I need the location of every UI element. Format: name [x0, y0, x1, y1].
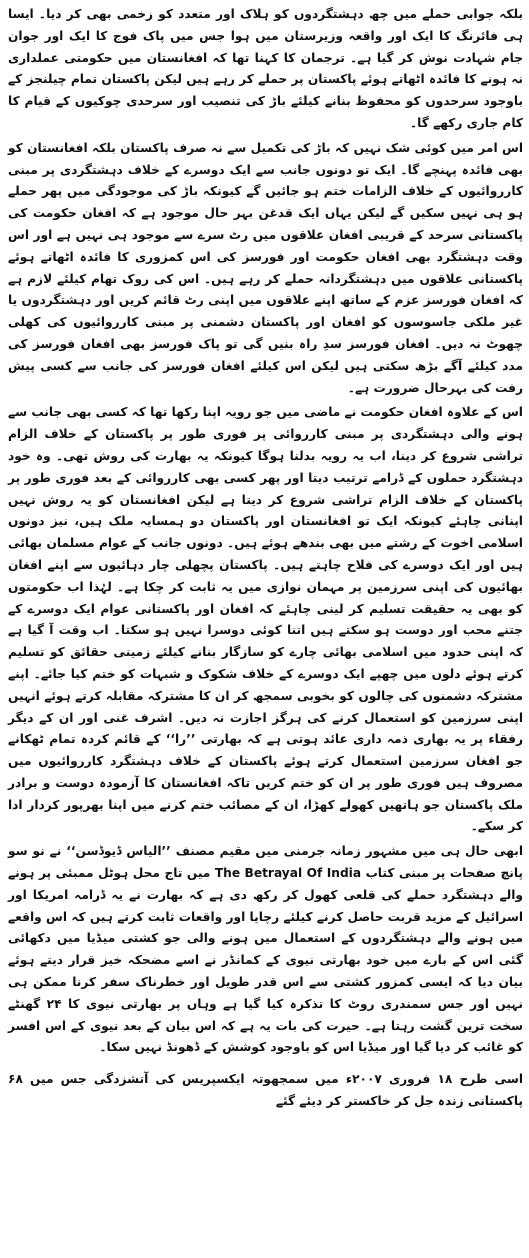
article-paragraph-1: بلکہ جوابی حملے میں چھ دہشتگردوں کو ہلاک اور متعدد کو زخمی بھی کر دیا۔ ایسا ہی فائرنگ کا ایک اور واقعہ وزیرستان میں ہوا جس میں پاک فوج کا ایک اور جوان جام شہادت نوش کر گیا ہے۔ ترجمان کا کہنا تھا کہ افغانستان میں حکومتی عملداری نہ ہونے کا فائدہ اٹھاتے ہوئے پاکستان پر حملے کر رہے ہیں لیکن پاکستان تمام چیلنجز کے باوجود سرحدوں کو محفوظ بنانے کیلئے باڑ کی تنصیب اور سرحدی چوکیوں کے قیام کا کام جاری رکھے گا۔	[8, 7, 523, 130]
article-paragraph-2: اس امر میں کوئی شک نہیں کہ باڑ کی تکمیل سے نہ صرف پاکستان بلکہ افغانستان کو بھی فائدہ پہنچے گا۔ ایک تو دونوں جانب سے ایک دوسرے کے خلاف دہشتگردی پر مبنی کارروائیوں کے خلاف الزامات ختم ہو جائیں گے کیونکہ باڑ کی موجودگی میں پھر حملے ہو ہی نہیں سکیں گے لیکن یہاں ایک قدغن بہر حال موجود ہے کہ افغان حکومت کی پاکستانی سرحد کے قریبی افغان علاقوں میں رٹ سرے سے موجود ہی نہیں ہے اور اس وقت دہشتگرد بھی افغان حکومت اور فورسز کی اس کمزوری کا فائدہ اٹھاتے ہوئے پاکستانی علاقوں میں دہشتگردانہ حملے کر رہے ہیں۔ اس کی روک تھام کیلئے لازم ہے کہ افغان فورسز عزم کے ساتھ اپنے علاقوں میں اپنی رٹ قائم کریں اور دہشتگردوں یا غیر ملکی جاسوسوں کو افغان اور پاکستان دشمنی پر مبنی کارروائیوں کی کھلی چھوٹ نہ دیں۔ افغان فورسز سدِ راہ بنیں گی تو پاک فورسز بھی افغان فورسز کی مدد کیلئے آگے بڑھ سکتی ہیں لیکن اس کیلئے افغان فورسز کی جانب سے کسی پیش رفت کی بہرحال ضرورت ہے۔	[8, 140, 523, 395]
article-paragraph-5: اسی طرح ۱۸ فروری ۲۰۰۷ء میں سمجھوتہ ایکسپریس کی آتشزدگی جس میں ۶۸ پاکستانی زندہ جل کر خاکستر کر دیئے گئے	[8, 1072, 523, 1109]
article-paragraph-4: ابھی حال ہی میں مشہور زمانہ جرمنی میں مقیم مصنف ’’الیاس ڈیوڈسن‘‘ نے نو سو پانچ صفحات پر مبنی کتاب The Betrayal Of India میں تاج محل ہوٹل ممبئی پر ہونے والے دہشتگرد حملے کی قلعی کھول کر رکھ دی ہے کہ بھارت نے یہ ڈرامہ امریکا اور اسرائیل کے مزید قربت حاصل کرنے کیلئے رچایا اور واقعات ثابت کرتے ہیں کہ اس واقعے میں ہونے والے دہشتگردوں کے استعمال میں ہونے والی جو کشتی میڈیا میں دکھائی گئی اس کے بارے میں خود بھارتی نیوی کے کمانڈر نے اسے مضحکہ خیز قرار دیتے ہوئے بیان دیا کہ ایسی کمزور کشتی سے اس قدر طویل اور خطرناک سفر کرنا ممکن ہی نہیں اور جس سمندری روٹ کا تذکرہ کیا گیا ہے وہاں پر بھارتی نیوی کا ۲۴ گھنٹے سخت ترین گشت رہتا ہے۔ حیرت کی بات یہ ہے کہ اس بیان کے بعد نیوی کے اس افسر کو غائب کر دیا گیا اور میڈیا اس کو باوجود کوشش کے ڈھونڈ نہیں سکا۔	[8, 844, 523, 1055]
article-paragraph-3: اس کے علاوہ افغان حکومت نے ماضی میں جو رویہ اپنا رکھا تھا کہ کسی بھی جانب سے ہونے والی دہشتگردی پر مبنی کارروائی پر فوری طور پر پاکستان کے خلاف الزام تراشی شروع کر دینا، اب یہ رویہ بدلنا ہوگا کیونکہ یہ بھارت کی روش تھی۔ وہ خود دہشتگرد حملوں کے ڈرامے ترتیب دیتا اور پھر کسی بھی کارروائی کے بعد فوری طور پر پاکستان کے خلاف الزام تراشی شروع کر دیتا ہے لیکن افغانستان کو یہ روش نہیں اپنانی چاہئے کیونکہ ایک تو افغانستان اور پاکستان دو ہمسایہ ملک ہیں، نیز دونوں اسلامی اخوت کے رشتے میں بھی بندھے ہوئے ہیں۔ دونوں جانب کے عوام مسلمان بھائی ہیں اور ایک دوسرے کی فلاح چاہتے ہیں۔ پاکستان پچھلی چار دہائیوں سے اپنے افغان بھائیوں کی اپنی سرزمین پر مہمان نوازی میں یہ ثابت کر چکا ہے۔ لہٰذا اب حکومتوں کو بھی یہ حقیقت تسلیم کر لینی چاہئے کہ افغان اور پاکستانی عوام ایک دوسرے کے جتنے محب اور دوست ہو سکتے ہیں اتنا کوئی دوسرا نہیں ہو سکتا۔ اب وقت آ گیا ہے کہ اپنی حدود میں اسلامی بھائی چارے کو سازگار بنانے کیلئے زمینی حقائق کو تسلیم کرتے ہوئے دلوں میں چھپے ایک دوسرے کے خلاف شکوک و شبہات کو ختم کیا جائے۔ اپنے مشترکہ دشمنوں کی چالوں کو بخوبی سمجھ کر ان کا مشترکہ مقابلہ کرتے ہوئے انہیں اپنی سرزمین کو استعمال کرنے کی ہرگز اجازت نہ دیں۔ اشرف غنی اور ان کے دیگر رفقاء پر یہ بھاری ذمہ داری عائد ہوتی ہے کہ بھارتی ’’را‘‘ کے قائم کردہ تمام ٹھکانے جو افغان سرزمین استعمال کرتے ہوئے پاکستان کے خلاف دہشتگرد کارروائیوں میں مصروف ہیں فوری طور پر ان کو ختم کریں تاکہ افغانستان کا آزمودہ دوست و برادر ملک پاکستان جو ہاتھیں کھولے کھڑا، ان کے مصائب ختم کرنے میں اپنا بھرپور کردار ادا کر سکے۔	[8, 405, 523, 834]
